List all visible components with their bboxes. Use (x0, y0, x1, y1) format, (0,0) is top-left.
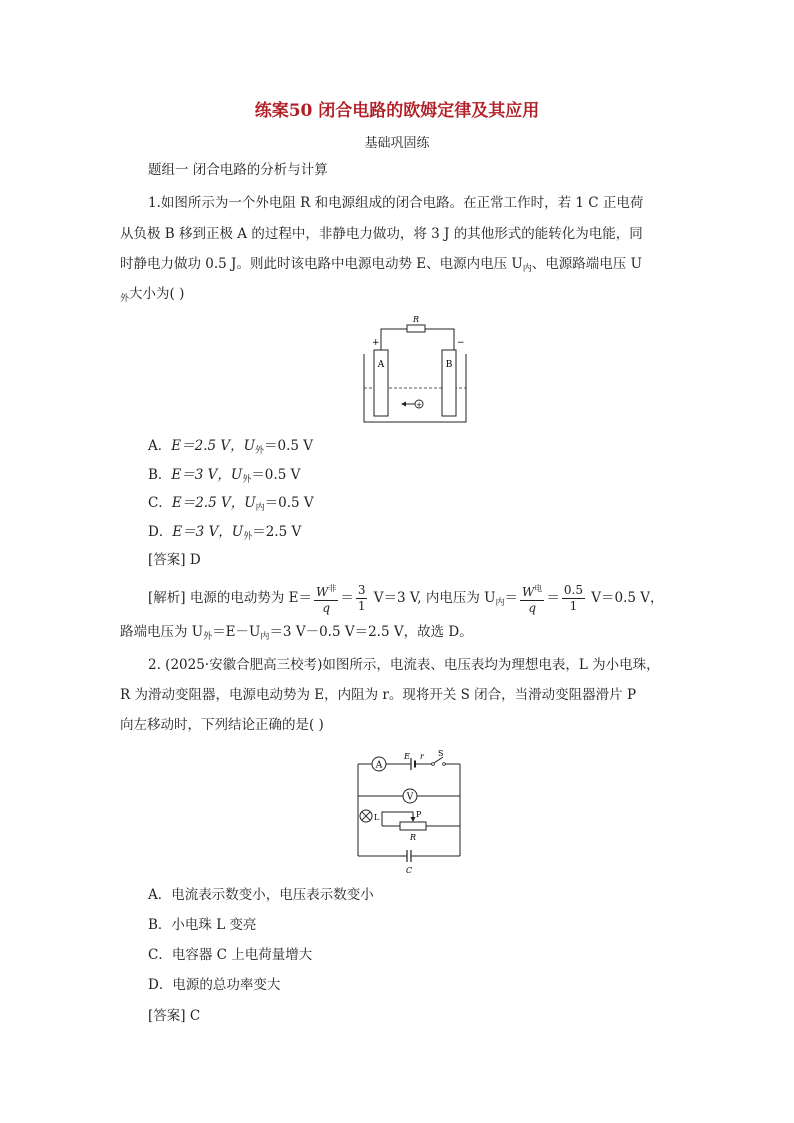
q2-option-a: A．电流表示数变小，电压表示数变小 (148, 887, 374, 903)
q1-analysis-line-2: 路端电压为 $U_外=E-U_内=3$ V－0.5 V＝2.5 V，故选 D。 (120, 624, 473, 642)
fraction-w-nonstatic: $\frac{W^非}{q}$ (314, 581, 338, 616)
q1-option-a: A．E＝2.5 V，$U_外=0.5$ V (148, 438, 314, 456)
q2-line-1: 2. (2025·安徽合肥高三校考)如图所示，电流表、电压表均为理想电表，L 为小电珠， (148, 657, 660, 673)
q1-line-2: 从负极 B 移到正极 A 的过程中，非静电力做功，将 3 J 的其他形式的能转化为电能，同 (120, 226, 643, 242)
emf-label: E (404, 752, 410, 761)
q1-answer: [答案] D (148, 552, 201, 568)
lamp-label: L (374, 813, 380, 822)
fraction-0-5-1: $\frac{0.5}{1}$ (563, 583, 583, 613)
q2-answer: [答案] C (148, 1008, 201, 1024)
electrode-a-label: A (377, 360, 385, 370)
fraction-w-electric: $\frac{W^电}{q}$ (520, 581, 544, 616)
group-heading: 题组一 闭合电路的分析与计算 (148, 162, 328, 178)
electrode-b-label: B (445, 360, 453, 370)
q2-option-d: D．电源的总功率变大 (148, 977, 281, 993)
q1-line-1: 1.如图所示为一个外电阻 R 和电源组成的闭合电路。在正常工作时，若 1 C 正电荷 (148, 195, 644, 211)
q1-circuit-figure (360, 312, 472, 428)
section-subtitle: 基础巩固练 (364, 136, 430, 151)
q2-line-3: 向左移动时，下列结论正确的是( ) (120, 717, 324, 733)
q2-circuit-figure (352, 750, 466, 876)
svg-text:A: A (375, 760, 383, 771)
plus-sign: + (372, 338, 380, 348)
svg-text:V: V (406, 792, 414, 803)
svg-text:+: + (416, 401, 422, 409)
resistor-r-label: R (412, 315, 420, 324)
q2-line-2: R 为滑动变阻器，电源电动势为 E，内阻为 r。现将开关 S 闭合，当滑动变阻器滑片 P (120, 687, 637, 703)
slider-p-label: P (416, 810, 422, 819)
minus-sign: − (457, 338, 465, 348)
resistor-r-symbol (407, 325, 425, 332)
q2-option-c: C．电容器 C 上电荷量增大 (148, 947, 313, 963)
rheostat-label: R (409, 833, 417, 842)
fraction-3-1: $\frac{3}{1}$ (357, 583, 366, 613)
rheostat-icon (400, 822, 426, 830)
q1-option-d: D．E＝3 V，$U_外=2.5$ V (148, 524, 302, 542)
internal-resistance-label: r (420, 752, 424, 761)
page-title: 练案50 闭合电路的欧姆定律及其应用 (254, 101, 540, 121)
q1-line-3: 时静电力做功 0.5 J。则此时该电路中电源电动势 E、电源内电压 $U_内$、电源路端电压 U (120, 256, 642, 274)
q2-option-b: B．小电珠 L 变亮 (148, 917, 257, 933)
switch-label: S (438, 750, 444, 758)
q1-line-4: $_外$大小为( ) (120, 286, 185, 304)
q1-analysis-line-1: [解析] 电源的电动势为 E＝ $\frac{W^非}{q}$ ＝ $\frac{3}{1}$ V＝3 V, 内电压为 $U_内=$ $\frac{W^电}{q}$ ＝ $\frac{0.5}{1}$ V＝0.5 V， (148, 583, 664, 615)
q1-option-c: C．E＝2.5 V，$U_内=0.5$ V (148, 495, 314, 513)
capacitor-label: C (405, 866, 413, 875)
slider-p-icon (411, 817, 416, 822)
q1-option-b: B．E＝3 V，$U_外=0.5$ V (148, 467, 301, 485)
